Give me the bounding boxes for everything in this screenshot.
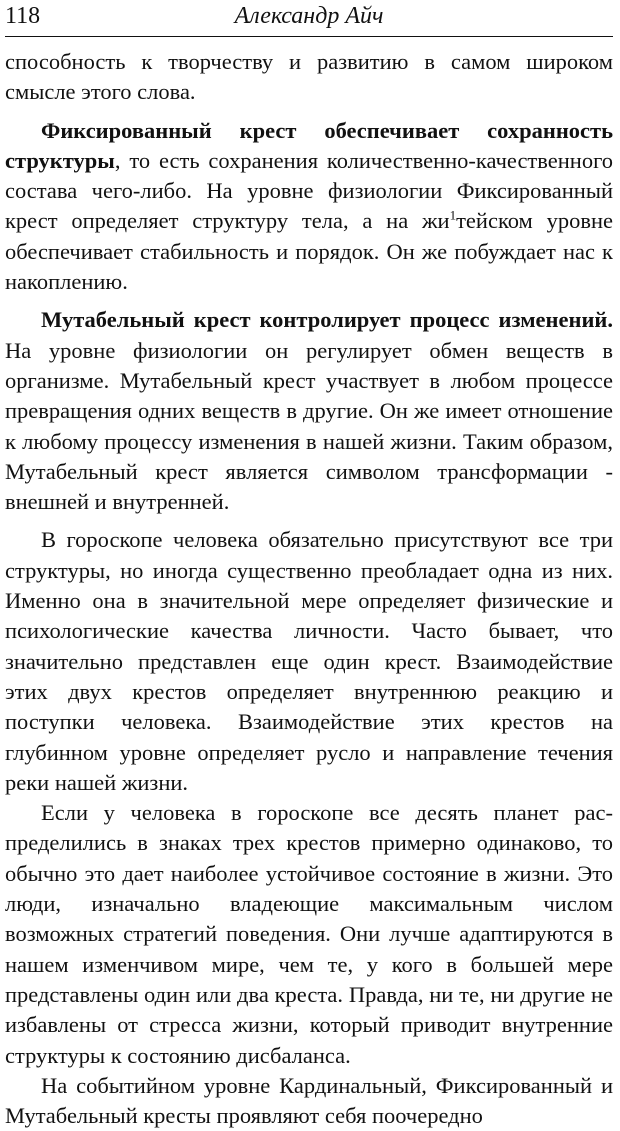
paragraph-fixed-cross xyxy=(5,116,613,298)
paragraph-text: Если у человека в гороскопе все десять планет распределились в знаках трех крестов примерно одинаково, то обычно это дает наиболее устойчивое состояние в жизни. Это люди, изначально владеющие максимальным числом возможных стратегий поведения. Они лучше адаптируются в нашем изменчивом мире, чем те, у кого в большей мере представлены один или два креста. Правда, ни те, ни другие не избавлены от стресса жизни, который приводит внутренние структуры к состоянию дисбаланса. xyxy=(5,800,613,1068)
paragraph-text: тейском уровне обеспечивает стабильность и порядок. Он же побуждает нас к накоплению. xyxy=(5,208,613,295)
paragraph-horoscope-structures xyxy=(5,525,613,798)
running-head: Александр Айч xyxy=(234,3,384,29)
page-header xyxy=(5,0,613,37)
paragraph-lead: Фиксированный крест обеспечивает сохранность структуры xyxy=(5,117,613,173)
paragraph-continuation xyxy=(5,47,613,108)
paragraph-text: На событийном уровне Кардинальный, Фиксированный и Мутабельный кресты проявляют себя поочередно xyxy=(5,1072,613,1129)
footnote-marker: 1 xyxy=(449,207,457,223)
body-text xyxy=(5,47,613,1131)
paragraph-planets-distribution xyxy=(5,798,613,1071)
paragraph-event-level xyxy=(5,1071,613,1131)
page-number: 118 xyxy=(5,3,41,29)
paragraph-mutable-cross xyxy=(5,305,613,517)
paragraph-lead: Мутабельный крест контролирует процесс изменений. xyxy=(41,307,613,333)
paragraph-text: , то есть сохранения количественно-качественного состава чего-либо. На уровне физиологии Фиксированный крест определяет структуру тела, а на жи xyxy=(5,147,613,234)
paragraph-text: На уровне физиологии он регулирует обмен веществ в организме. Мутабельный крест участвует в любом процессе превращения одних веществ в другие. Он же имеет отношение к любому процессу изменения в нашей жизни. Таким образом, Мутабельный крест является символом трансформации - внешней и внутренней. xyxy=(5,337,613,515)
book-page xyxy=(5,0,613,1129)
paragraph-text: способность к творчеству и развитию в самом широком смысле этого слова. xyxy=(5,49,613,105)
paragraph-text: В гороскопе человека обязательно присутствуют все три структуры, но иногда существенно преобладает одна из них. Именно она в значительной мере определяет физические и психологические качества личности. Часто бывает, что значительно представлен еще один крест. Взаимодействие этих двух крестов определяет внутреннюю реакцию и поступки человека. Взаимодействие этих крестов на глубинном уровне определяет русло и направление течения реки нашей жизни. xyxy=(5,527,613,795)
